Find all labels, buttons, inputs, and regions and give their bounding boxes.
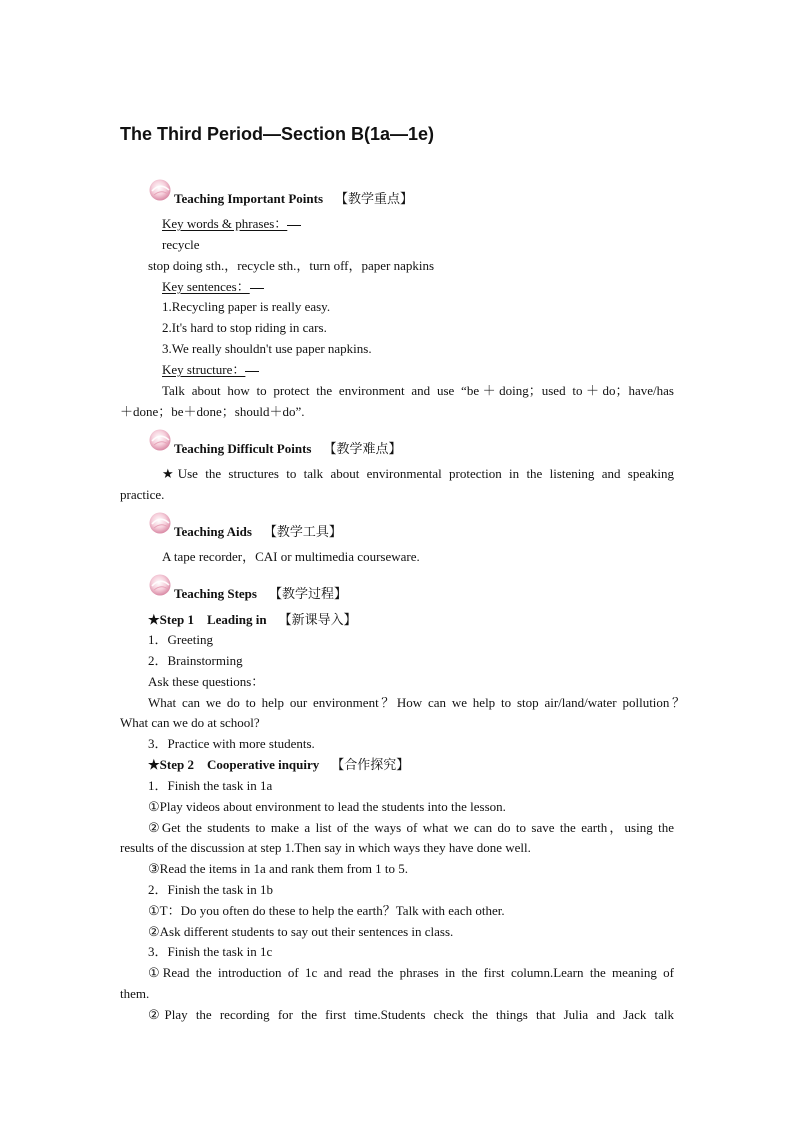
- difficult-point-text: ★Use the structures to talk about environmental protection in the listening and speaking: [162, 466, 674, 481]
- step-item: 2．Brainstorming: [148, 653, 243, 668]
- step-item: 3．Practice with more students.: [148, 736, 315, 751]
- step-text: ②Ask different students to say out their sentences in class.: [148, 924, 454, 939]
- flower-bullet-icon: [148, 428, 174, 454]
- key-sentence: 2.It's hard to stop riding in cars.: [162, 320, 327, 335]
- key-word: recycle: [162, 237, 200, 252]
- step-text: ③Read the items in 1a and rank them from 1 to 5.: [148, 861, 409, 876]
- step-text: ②Get the students to make a list of the ways of what we can do to save the earth，using the: [148, 820, 674, 835]
- key-sentence: 3.We really shouldn't use paper napkins.: [162, 341, 372, 356]
- step-heading: ★Step 2 Cooperative inquiry 【合作探究】: [148, 757, 410, 773]
- key-structure-text: ＋done；be＋done；should＋do”.: [120, 404, 305, 419]
- difficult-point-text: practice.: [120, 487, 165, 502]
- step-text: What can we do at school?: [120, 715, 260, 730]
- key-sentences-heading: Key sentences：: [162, 277, 264, 297]
- step-text: ①Read the introduction of 1c and read the phrases in the first column.Learn the meaning of: [148, 965, 674, 980]
- section-label: Teaching Important Points 【教学重点】: [174, 191, 414, 207]
- step-item: 1．Greeting: [148, 632, 213, 647]
- step-text: them.: [120, 986, 150, 1001]
- flower-bullet-icon: [148, 178, 174, 204]
- page-title: The Third Period—Section B(1a—1e): [120, 124, 435, 144]
- step-item: 3．Finish the task in 1c: [148, 944, 273, 959]
- step-heading: ★Step 1 Leading in 【新课导入】: [148, 612, 357, 628]
- section-label: Teaching Steps 【教学过程】: [174, 586, 347, 602]
- step-text: ②Play the recording for the first time.Students check the things that Julia and Jack talk: [148, 1007, 674, 1022]
- flower-bullet-icon: [148, 573, 174, 599]
- flower-bullet-icon: [148, 511, 174, 537]
- key-structure-heading: Key structure：: [162, 360, 259, 380]
- step-text: Ask these questions：: [148, 674, 265, 689]
- key-structure-text: Talk about how to protect the environment and use “be＋doing；used to＋do；have/has: [162, 383, 674, 398]
- step-text: results of the discussion at step 1.Then say in which ways they have done well.: [120, 840, 531, 855]
- key-phrases: stop doing sth.，recycle sth.，turn off，paper napkins: [148, 258, 435, 273]
- section-label: Teaching Difficult Points 【教学难点】: [174, 441, 402, 457]
- key-sentence: 1.Recycling paper is really easy.: [162, 299, 331, 314]
- step-text: ①Play videos about environment to lead the students into the lesson.: [148, 799, 506, 814]
- key-words-heading: Key words & phrases：: [162, 214, 301, 234]
- step-item: 2．Finish the task in 1b: [148, 882, 273, 897]
- step-text: ①T：Do you often do these to help the earth？Talk with each other.: [148, 903, 505, 918]
- section-label: Teaching Aids 【教学工具】: [174, 524, 342, 540]
- step-text: What can we do to help our environment？How can we help to stop air/land/water pollution？: [148, 695, 685, 710]
- aids-text: A tape recorder，CAI or multimedia courseware.: [162, 549, 420, 564]
- step-item: 1．Finish the task in 1a: [148, 778, 273, 793]
